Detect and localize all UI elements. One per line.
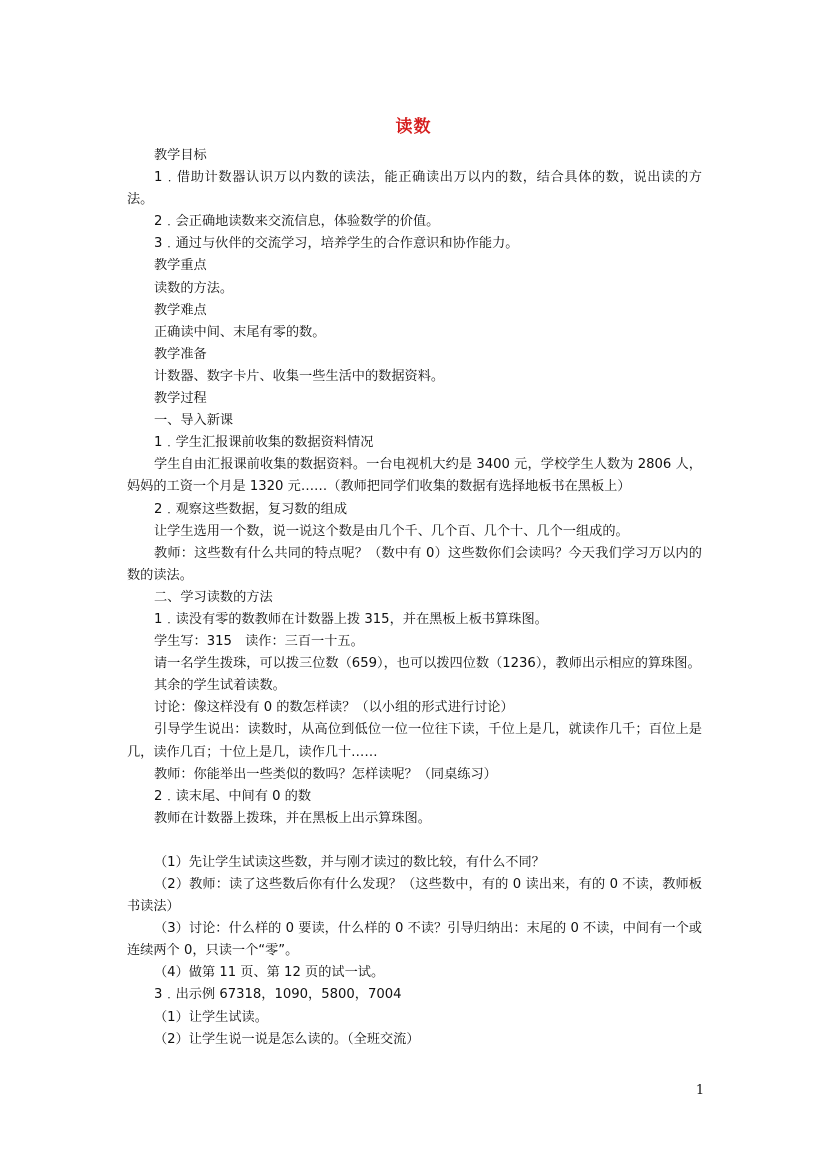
page-number: 1 [695,1083,705,1098]
document-body [127,145,702,1051]
paragraph: （3）讨论：什么样的 0 要读，什么样的 0 不读？引导归纳出：末尾的 0 不读，中间有一个或连续两个 0，只读一个“零”。 [127,921,702,959]
paragraph: 1﹒读没有零的数教师在计数器上拨 315，并在黑板上板书算珠图。 [154,611,548,627]
paragraph: 教师在计数器上拨珠，并在黑板上出示算珠图。 [154,810,431,826]
paragraph: 其余的学生试着读数。 [154,678,286,694]
paragraph: 教师：你能举出一些类似的数吗？怎样读呢？（同桌练习） [154,766,497,782]
paragraph: 2﹒会正确地读数来交流信息，体验数学的价值。 [154,214,440,230]
paragraph: （1）先让学生试读这些数，并与刚才读过的数比较，有什么不同？ [154,854,545,870]
paragraph: 正确读中间、末尾有零的数。 [154,324,326,340]
paragraph: （1）让学生试读。 [154,1009,268,1025]
paragraph: 学生自由汇报课前收集的数据资料。一台电视机大约是 3400 元，学校学生人数为 2806 人，妈妈的工资一个月是 1320 元……（教师把同学们收集的数据有选择地板书在黑板上） [127,457,702,495]
paragraph: 读数的方法。 [154,280,234,296]
paragraph: 讨论：像这样没有 0 的数怎样读？（以小组的形式进行讨论） [154,700,514,716]
paragraph: 教学目标 [154,148,207,163]
blank-line [127,830,702,852]
paragraph: 学生写：315 读作：三百一十五。 [154,634,364,650]
paragraph: 教学过程 [154,391,207,407]
paragraph: 二、学习读数的方法 [154,589,273,605]
paragraph: 2﹒读末尾、中间有 0 的数 [154,788,312,804]
paragraph: 教师：这些数有什么共同的特点呢？（数中有 0）这些数你们会读吗？今天我们学习万以内的数的读法。 [127,545,702,583]
paragraph: 3﹒通过与伙伴的交流学习，培养学生的合作意识和协作能力。 [154,236,519,252]
paragraph: （2）教师：读了这些数后你有什么发现？（这些数中，有的 0 读出来，有的 0 不读，教师板书读法） [127,877,702,915]
paragraph: 3﹒出示例 67318，1090，5800，7004 [154,987,402,1003]
paragraph: 1﹒借助计数器认识万以内数的读法，能正确读出万以内的数，结合具体的数，说出读的方法。 [127,170,702,208]
paragraph: 引导学生说出：读数时，从高位到低位一位一位往下读，千位上是几，就读作几千；百位上是几，读作几百；十位上是几，读作几十…… [127,722,702,760]
paragraph: （2）让学生说一说是怎么读的。（全班交流） [154,1031,420,1047]
paragraph: 教学难点 [154,302,207,318]
paragraph: 教学准备 [154,346,207,362]
paragraph: 一、导入新课 [154,413,234,429]
paragraph: 计数器、数字卡片、收集一些生活中的数据资料。 [154,368,445,384]
paragraph: 教学重点 [154,258,207,274]
paragraph: 让学生选用一个数，说一说这个数是由几个千、几个百、几个十、几个一组成的。 [154,523,629,539]
paragraph: 1﹒学生汇报课前收集的数据资料情况 [154,435,374,451]
paragraph: 请一名学生拨珠，可以拨三位数（659），也可以拨四位数（1236），教师出示相应的算珠图。 [154,656,701,672]
paragraph: 2﹒观察这些数据，复习数的组成 [154,501,348,517]
paragraph: （4）做第 11 页、第 12 页的试一试。 [154,965,385,981]
document-title: 读数 [395,117,432,137]
